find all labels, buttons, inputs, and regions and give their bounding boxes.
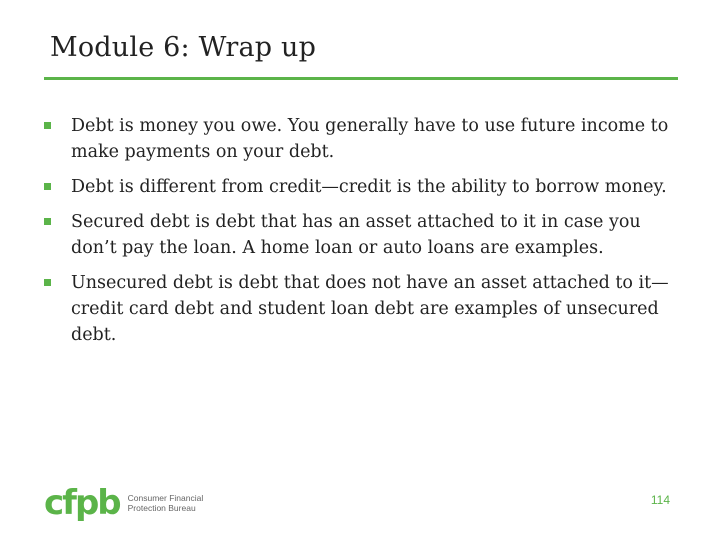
bullet-text: Secured debt is debt that has an asset attached to it in case you don’t pay the loan. A home loan or auto loans are examples.: [71, 212, 641, 258]
bullet-item: [44, 209, 674, 261]
logo-text: [128, 493, 204, 513]
square-bullet-icon: [44, 218, 51, 225]
bullet-item: [44, 270, 674, 348]
page-number: 114: [650, 493, 670, 507]
bullet-list: [44, 113, 674, 357]
bullet-text: Debt is different from credit—credit is the ability to borrow money.: [71, 177, 667, 197]
slide-title: Module 6: Wrap up: [50, 32, 317, 63]
bullet-text: Unsecured debt is debt that does not have an asset attached to it—credit card debt and student loan debt are examples of unsecured debt.: [71, 273, 669, 345]
logo-line-1: Consumer Financial: [127, 493, 204, 503]
square-bullet-icon: [44, 122, 51, 129]
logo-line-2: Protection Bureau: [127, 503, 196, 513]
square-bullet-icon: [44, 279, 51, 286]
bullet-item: [44, 174, 674, 200]
logo-mark: cfpb: [44, 483, 120, 523]
cfpb-logo: [44, 483, 204, 523]
bullet-text: Debt is money you owe. You generally have to use future income to make payments on your debt.: [71, 116, 669, 162]
bullet-item: [44, 113, 674, 165]
title-underline: [44, 77, 678, 80]
square-bullet-icon: [44, 183, 51, 190]
